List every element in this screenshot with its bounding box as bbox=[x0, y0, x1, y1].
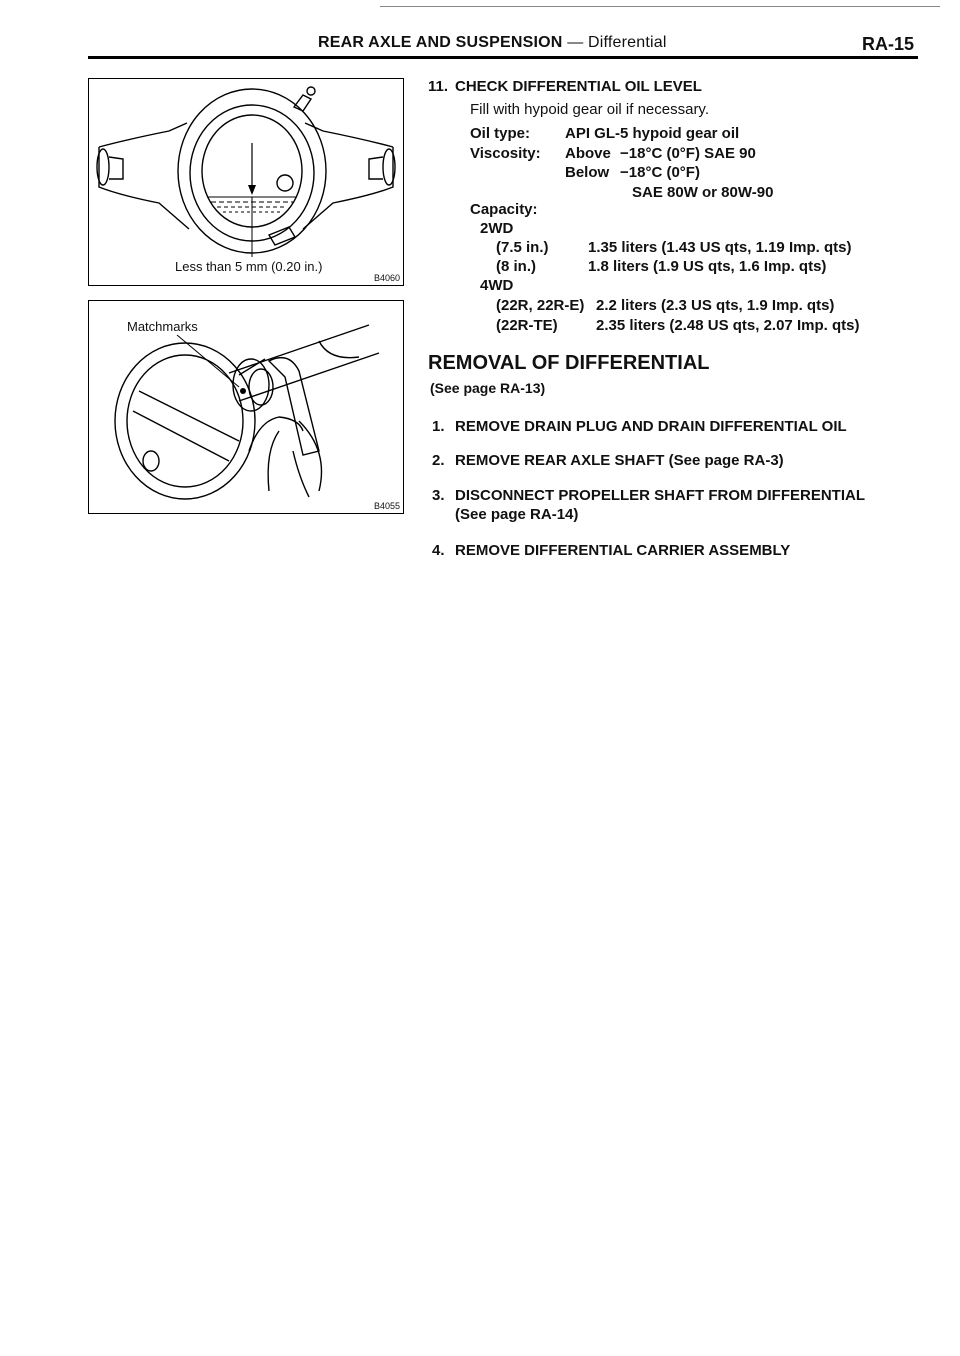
oil-level-caption: Less than 5 mm (0.20 in.) bbox=[175, 259, 323, 274]
spec-label: Above bbox=[565, 145, 611, 162]
step-number: 11. bbox=[428, 78, 449, 95]
step-note: Fill with hypoid gear oil if necessary. bbox=[470, 101, 709, 118]
spec-label: Below bbox=[565, 164, 610, 181]
spec-label: (22R-TE) bbox=[496, 317, 558, 334]
header-separator: — bbox=[562, 34, 589, 51]
spec-value: 2.2 liters (2.3 US qts, 1.9 Imp. qts) bbox=[596, 297, 835, 314]
spec-label: (22R, 22R-E) bbox=[496, 297, 585, 314]
section-heading: REMOVAL OF DIFFERENTIAL bbox=[428, 352, 710, 374]
matchmarks-figure bbox=[88, 300, 404, 514]
step-number: 3. bbox=[432, 487, 445, 504]
top-hairline bbox=[380, 6, 940, 7]
page-number: RA-15 bbox=[862, 34, 915, 54]
header-subtitle: Differential bbox=[588, 34, 667, 51]
step-text: REMOVE DRAIN PLUG AND DRAIN DIFFERENTIAL OIL bbox=[455, 418, 847, 435]
spec-label: 4WD bbox=[480, 277, 514, 294]
step-title: CHECK DIFFERENTIAL OIL LEVEL bbox=[455, 78, 702, 95]
step-number: 4. bbox=[432, 542, 445, 559]
spec-value: SAE 80W or 80W-90 bbox=[632, 184, 774, 201]
spec-label: Viscosity: bbox=[470, 145, 541, 162]
running-header bbox=[318, 34, 667, 52]
step-text: REMOVE DIFFERENTIAL CARRIER ASSEMBLY bbox=[455, 542, 791, 559]
step-text: DISCONNECT PROPELLER SHAFT FROM DIFFERENTIAL bbox=[455, 487, 865, 504]
step-number: 2. bbox=[432, 452, 445, 469]
spec-label: (8 in.) bbox=[496, 258, 536, 275]
spec-label: Oil type: bbox=[470, 125, 531, 142]
spec-label: Capacity: bbox=[470, 201, 538, 218]
spec-value: −18°C (0°F) SAE 90 bbox=[620, 145, 756, 162]
section-reference: (See page RA-13) bbox=[430, 380, 546, 396]
step-number: 1. bbox=[432, 418, 445, 435]
spec-value: 1.35 liters (1.43 US qts, 1.19 Imp. qts) bbox=[588, 239, 852, 256]
step-text: REMOVE REAR AXLE SHAFT (See page RA-3) bbox=[455, 452, 784, 469]
spec-value: 2.35 liters (2.48 US qts, 2.07 Imp. qts) bbox=[596, 317, 860, 334]
spec-value: API GL-5 hypoid gear oil bbox=[565, 125, 740, 142]
header-title: REAR AXLE AND SUSPENSION bbox=[318, 34, 563, 51]
step-subtext: (See page RA-14) bbox=[455, 506, 579, 523]
matchmarks-label: Matchmarks bbox=[127, 319, 198, 334]
figure-code: B4055 bbox=[373, 501, 400, 511]
spec-value: 1.8 liters (1.9 US qts, 1.6 Imp. qts) bbox=[588, 258, 827, 275]
spec-label: 2WD bbox=[480, 220, 514, 237]
differential-housing-drawing bbox=[89, 79, 403, 285]
spec-label: (7.5 in.) bbox=[496, 239, 549, 256]
header-rule bbox=[88, 56, 918, 59]
oil-level-figure bbox=[88, 78, 404, 286]
spec-value: −18°C (0°F) bbox=[620, 164, 700, 181]
figure-code: B4060 bbox=[373, 273, 400, 283]
